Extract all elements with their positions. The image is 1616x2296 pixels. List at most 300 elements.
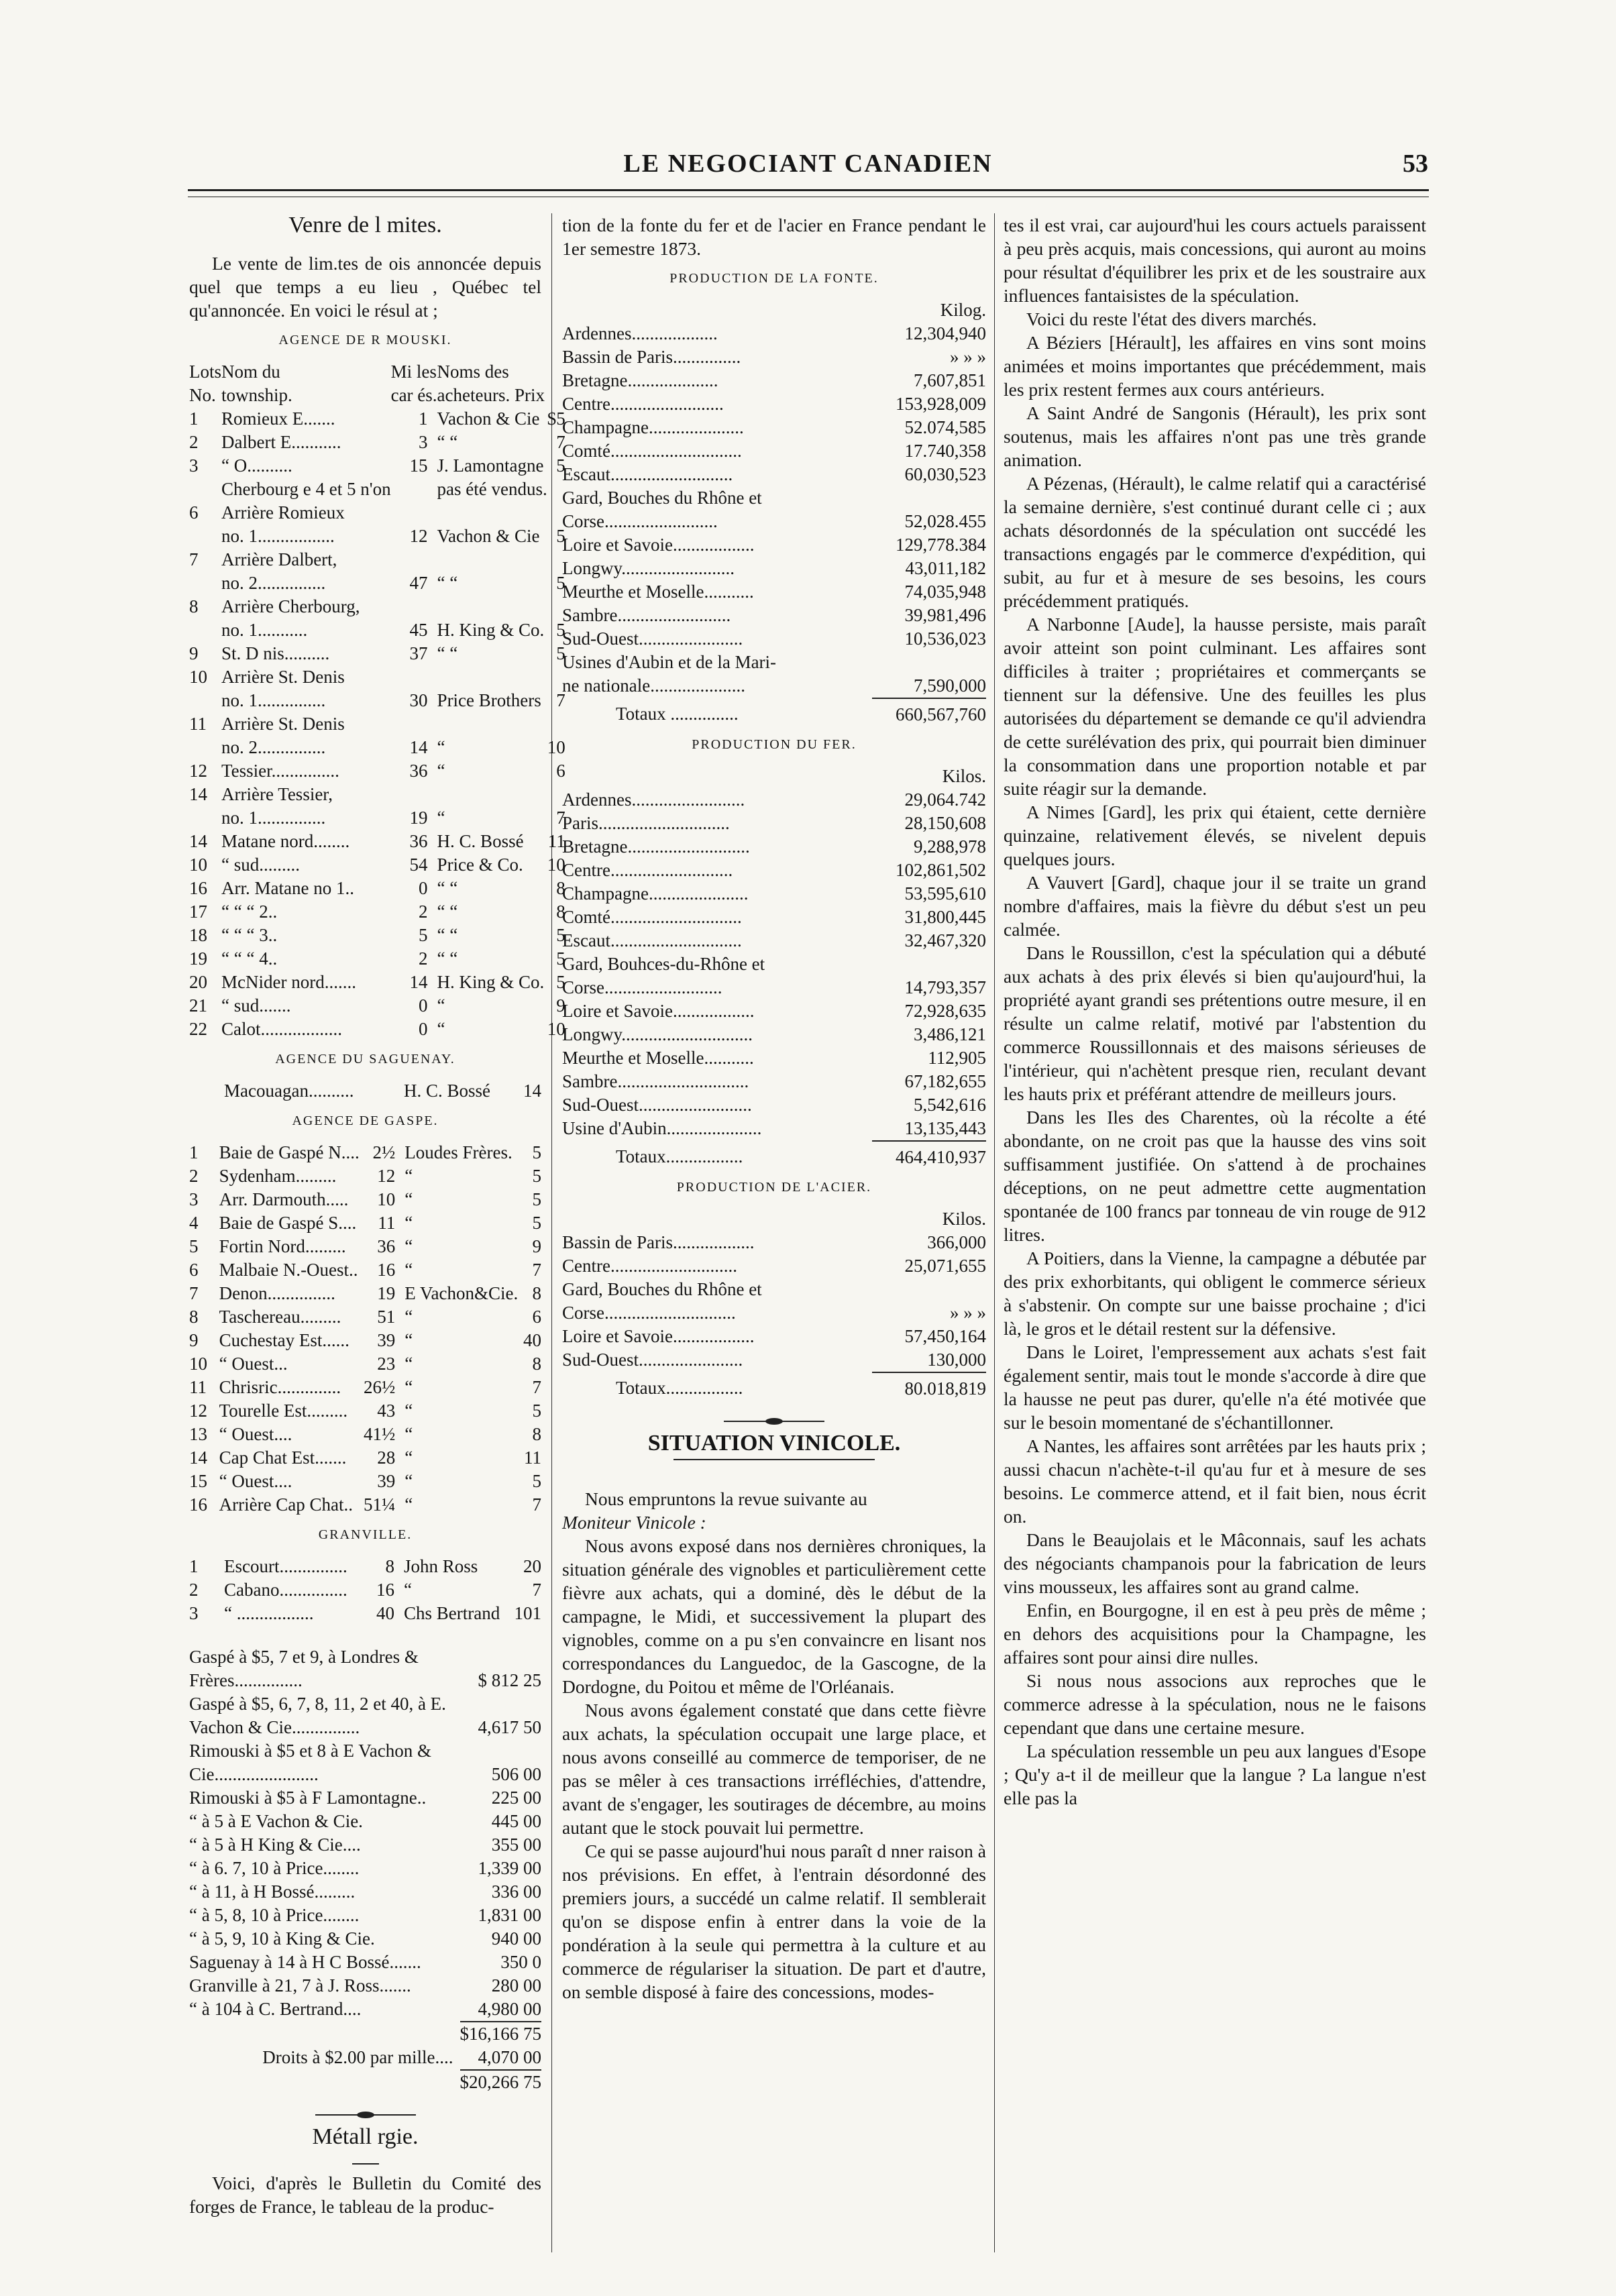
miles-value: 36 [377, 1236, 396, 1256]
miles-value: 8 [385, 1556, 394, 1576]
lot-number [189, 618, 221, 642]
table-row [189, 1645, 541, 1692]
table-row [189, 1235, 541, 1258]
price-value: 5 [556, 948, 565, 969]
lot-number: 16 [189, 878, 207, 898]
lot-number: 1 [189, 1556, 199, 1576]
miles-value: 15 [409, 455, 428, 476]
township-name: Baie de Gaspé N.... [219, 1142, 360, 1162]
lot-number: 8 [189, 596, 199, 616]
lot-number: 9 [189, 1330, 199, 1350]
table-row [189, 665, 565, 689]
header-rule [188, 189, 1429, 197]
lot-number: 21 [189, 995, 207, 1016]
miles-value: 2 [419, 948, 428, 969]
region-name: Sambre............................. [562, 1071, 749, 1091]
lot-number [189, 1079, 224, 1103]
region-name: Centre......................... [562, 394, 724, 414]
buyer-name [437, 548, 547, 571]
table-row [189, 1578, 541, 1602]
table-row [562, 1070, 986, 1093]
lot-number: 18 [189, 925, 207, 945]
buyer-name [437, 712, 547, 736]
total-value: 80.018,819 [872, 1372, 986, 1401]
price-value: 8 [556, 901, 565, 922]
buyer-name: “ [405, 1260, 413, 1280]
miles-value: 51 [377, 1307, 396, 1327]
price-value: 5 [556, 526, 565, 546]
table-row [189, 947, 565, 971]
lot-number: 13 [189, 1424, 207, 1444]
miles-value [370, 1079, 404, 1103]
production-value [872, 952, 986, 976]
region-name: Bassin de Paris.................. [562, 1232, 755, 1252]
total-row [562, 1141, 986, 1169]
township-name: “ “ “ 3.. [221, 925, 278, 945]
wine-market-paragraph: A Saint André de Sangonis (Hérault), les prix sont soutenus, mais les affaires n'ont pas une très grande animation. [1004, 402, 1426, 470]
article-title-vinicole: SITUATION VINICOLE. [647, 1431, 901, 1456]
buyer-name: E Vachon&Cie. [405, 1283, 519, 1303]
transaction-text: Gaspé à $5, 6, 7, 8, 11, 2 et 40, à E. Vachon & Cie............... [189, 1694, 446, 1737]
miles-value: 14 [409, 737, 428, 757]
price-value: 5 [556, 620, 565, 640]
table-row [189, 454, 565, 478]
table-row [562, 1117, 986, 1141]
table-row [562, 580, 986, 604]
transaction-text: “ à 5, 8, 10 à Price........ [189, 1905, 360, 1925]
droits-row [189, 2046, 541, 2070]
price-value: 10 [547, 737, 565, 757]
production-value: 14,793,357 [904, 977, 986, 997]
buyer-name: “ [405, 1166, 413, 1186]
miles-value: 12 [377, 1166, 396, 1186]
lot-number: 14 [189, 831, 207, 851]
production-value: 25,071,655 [904, 1256, 986, 1276]
lot-number: 4 [189, 1213, 199, 1233]
table-row [189, 1810, 541, 1833]
region-name: Corse............................. [562, 1303, 736, 1323]
buyer-name: “ “ [437, 925, 458, 945]
miles-value: 40 [376, 1603, 394, 1623]
wine-market-paragraph: Voici du reste l'état des divers marchés. [1026, 309, 1317, 329]
table-row [562, 1325, 986, 1348]
miles-value: 39 [377, 1330, 396, 1350]
buyer-name: “ “ [437, 901, 458, 922]
transaction-text: “ à 6. 7, 10 à Price........ [189, 1858, 360, 1878]
miles-value [391, 501, 437, 525]
wine-market-paragraph: La spéculation ressemble un peu aux langues d'Esope ; Qu'y a-t il de meilleur que la langue ? La langue n'est elle pas la [1004, 1741, 1426, 1808]
table-row [562, 345, 986, 369]
price-value: 8 [532, 1424, 541, 1444]
miles-value: 0 [419, 1019, 428, 1039]
township-name: Fortin Nord......... [219, 1236, 346, 1256]
total-row [562, 698, 986, 726]
article-intro: Le vente de lim.tes de ois annoncée depuis quel que temps a eu lieu , Québec tel qu'annoncée. En voici le résul at ; [189, 253, 541, 321]
lot-number: 3 [189, 1189, 199, 1209]
lot-number [189, 806, 221, 830]
table-row [189, 994, 565, 1018]
lot-number: 3 [189, 1603, 199, 1623]
township-name: Cabano............... [224, 1580, 347, 1600]
region-name: Centre........................... [562, 860, 733, 880]
table-row [562, 1278, 986, 1301]
buyer-name: “ [405, 1494, 413, 1515]
transaction-amount: 4,980 00 [478, 1999, 541, 2019]
lot-number: 12 [189, 761, 207, 781]
wine-market-paragraph: Dans les Iles des Charentes, où la récolte a été abondante, on ne croit pas que la hausse des vins soit suffisamment justifiée. On s'attend à de prochaines déceptions, on ne peut admettre cette augmentation spontanée de 100 francs par tonneau de vin rouge de 912 litres. [1004, 1107, 1426, 1245]
column-2 [562, 213, 986, 2273]
production-value: 7,607,851 [914, 370, 986, 390]
section-heading-gaspe: AGENCE DE GASPE. [292, 1113, 439, 1128]
wine-source: Moniteur Vinicole : [562, 1512, 706, 1533]
section-separator [315, 2114, 416, 2116]
lot-number: 6 [189, 1260, 199, 1280]
miles-value [391, 783, 437, 806]
lots-table-gaspe [189, 1141, 541, 1517]
buyer-name: H. C. Bossé [404, 1081, 491, 1101]
table-row [189, 689, 565, 712]
table-row [562, 976, 986, 999]
table-row [562, 1301, 986, 1325]
table-row [562, 1093, 986, 1117]
buyer-name: pas été vendus. [437, 479, 547, 499]
township-name: no. 1........... [221, 620, 308, 640]
buyer-name: “ [405, 1236, 413, 1256]
table-row [189, 759, 565, 783]
price-value: 5 [556, 455, 565, 476]
production-value: 57,450,164 [904, 1326, 986, 1346]
transaction-amount: 280 00 [491, 1975, 541, 1996]
table-row [189, 618, 565, 642]
buyer-name: “ [404, 1580, 412, 1600]
journal-title: LE NEGOCIANT CANADIEN [623, 150, 993, 178]
region-name: Bretagne........................... [562, 836, 750, 857]
transaction-amount: 225 00 [491, 1788, 541, 1808]
region-name: Bassin de Paris............... [562, 347, 741, 367]
price-value: 5 [532, 1166, 541, 1186]
table-row [189, 1739, 541, 1786]
production-value: 102,861,502 [896, 860, 986, 880]
wine-paragraph: Nous avons également constaté que dans cette fièvre aux achats, la spéculation occupait une large place, et nous avons conseillé au commerce de temporiser, de ne pas se mêler à ces transactions irréfléchies, d'attendre, avant de s'engager, les soutirages de décembre, au moins autant que le stock pouvait lui permettre. [562, 1700, 986, 1838]
table-row [189, 1602, 541, 1625]
buyer-name: “ “ [437, 643, 458, 663]
production-value [872, 651, 986, 674]
transaction-text: Granville à 21, 7 à J. Ross....... [189, 1975, 411, 1996]
lot-number: 2 [189, 432, 199, 452]
region-name: Loire et Savoie.................. [562, 1001, 755, 1021]
price-value: 9 [556, 995, 565, 1016]
production-value [872, 1278, 986, 1301]
table-row [189, 1079, 541, 1103]
title-rule [674, 1459, 875, 1460]
price-value: 6 [532, 1307, 541, 1327]
township-name: “ “ “ 4.. [221, 948, 278, 969]
buyer-name: “ [405, 1401, 413, 1421]
township-name: Arr. Matane no 1.. [221, 878, 354, 898]
production-table-fer [562, 765, 986, 1169]
production-value: 31,800,445 [904, 907, 986, 927]
wine-market-paragraph: A Nantes, les affaires sont arrêtées par les hauts prix ; aussi chacun n'achète-t-il qu'au fur et à mesure de ses besoins. Le commerce attend, et il fait bien, nous écrit on. [1004, 1435, 1426, 1527]
price-value: 8 [556, 878, 565, 898]
price-value: $5 [547, 408, 565, 429]
table-row [562, 486, 986, 510]
production-value: 17.740,358 [904, 441, 986, 461]
table-row [562, 510, 986, 533]
region-name: Longwy............................. [562, 1024, 753, 1044]
lot-number [189, 736, 221, 759]
region-name: ne nationale..................... [562, 675, 745, 696]
township-name: Cuchestay Est...... [219, 1330, 349, 1350]
buyer-name: “ “ [437, 432, 458, 452]
transaction-amount: 355 00 [491, 1835, 541, 1855]
table-row [189, 1211, 541, 1235]
production-value: 53,595,610 [904, 883, 986, 904]
production-value: 39,981,496 [904, 605, 986, 625]
table-row [562, 859, 986, 882]
lot-number: 12 [189, 1401, 207, 1421]
miles-value [391, 478, 437, 501]
production-value: 130,000 [927, 1350, 986, 1370]
running-head [0, 149, 1616, 182]
township-name: Romieux E....... [221, 408, 335, 429]
production-value: 12,304,940 [904, 323, 986, 343]
region-name: Usine d'Aubin..................... [562, 1118, 762, 1138]
table-row [562, 999, 986, 1023]
buyer-name: “ [405, 1213, 413, 1233]
production-value: 10,536,023 [904, 628, 986, 649]
township-name: Taschereau......... [219, 1307, 341, 1327]
region-name: Bretagne.................... [562, 370, 718, 390]
table-row [562, 1254, 986, 1278]
table-header-row: Lots Nom du Mi les Noms des [189, 362, 509, 382]
lots-table-granville [189, 1555, 541, 1625]
lot-number: 6 [189, 502, 199, 523]
production-value: 112,905 [928, 1048, 986, 1068]
miles-value [391, 595, 437, 618]
township-name: Baie de Gaspé S.... [219, 1213, 357, 1233]
table-row [562, 627, 986, 651]
section-heading-rimouski: AGENCE DE R MOUSKI. [278, 333, 452, 347]
buyer-name [437, 595, 547, 618]
column-1 [189, 213, 565, 2273]
wine-market-paragraph: A Vauvert [Gard], chaque jour il se traite un grand nombre d'affaires, mais la fièvre du début s'est un peu calmée. [1004, 872, 1426, 940]
table-row [562, 439, 986, 463]
buyer-name: “ “ [437, 573, 458, 593]
township-name: Arrière Tessier, [221, 784, 333, 804]
township-name: St. D nis.......... [221, 643, 330, 663]
miles-value: 5 [419, 925, 428, 945]
column-divider [994, 213, 995, 2252]
lot-number [189, 571, 221, 595]
table-header-row: No. township. car és. acheteurs. Prix [189, 385, 545, 405]
miles-value: 3 [419, 432, 428, 452]
buyer-name: “ [405, 1424, 413, 1444]
region-name: Loire et Savoie.................. [562, 535, 755, 555]
buyer-name: H. King & Co. [437, 620, 545, 640]
section-heading-saguenay: AGENCE DU SAGUENAY. [275, 1052, 455, 1067]
continued-text: tion de la fonte du fer et de l'acier en France pendant le 1er semestre 1873. [562, 215, 986, 259]
miles-value: 39 [377, 1471, 396, 1491]
table-row [189, 971, 565, 994]
buyer-name: “ [405, 1377, 413, 1397]
table-row [189, 853, 565, 877]
lot-number: 2 [189, 1166, 199, 1186]
table-row [562, 322, 986, 345]
table-row [562, 533, 986, 557]
buyer-name: “ [405, 1447, 413, 1468]
lot-number: 14 [189, 784, 207, 804]
transaction-text: “ à 5 à E Vachon & Cie. [189, 1811, 363, 1831]
subtotal-row [189, 2022, 541, 2046]
buyer-name: “ [437, 737, 445, 757]
production-value: 67,182,655 [904, 1071, 986, 1091]
buyer-name: H. C. Bossé [437, 831, 524, 851]
wine-market-paragraph: Dans le Loiret, l'empressement aux achats s'est fait également sentir, mais tout le monde s'accorde à dire que la hausse ne peut pas durer, qu'elle n'a été motivée que sur le besoin momentané de s'échantillonner. [1004, 1342, 1426, 1433]
table-row [562, 882, 986, 906]
lot-number: 20 [189, 972, 207, 992]
transaction-amount: 506 00 [491, 1764, 541, 1784]
droits-label: Droits à $2.00 par mille.... [262, 2047, 453, 2067]
wine-market-paragraph: Si nous nous associons aux reproches que le commerce adresse à la spéculation, nous ne le faisons cependant que dans une certaine mesure. [1004, 1670, 1426, 1738]
price-value: 5 [556, 643, 565, 663]
table-row [189, 1399, 541, 1423]
buyer-name: “ [437, 761, 445, 781]
price-value: 101 [514, 1603, 541, 1623]
lot-number: 5 [189, 1236, 199, 1256]
lot-number: 16 [189, 1494, 207, 1515]
grand-total-row [189, 2070, 541, 2094]
table-row [562, 812, 986, 835]
production-value: 13,135,443 [904, 1118, 986, 1138]
township-name: Sydenham......... [219, 1166, 337, 1186]
township-name: Arrière St. Denis [221, 667, 345, 687]
transaction-amount: 1,339 00 [478, 1858, 541, 1878]
lot-number: 8 [189, 1307, 199, 1327]
township-name: Macouagan.......... [224, 1081, 354, 1101]
wine-market-paragraph: A Béziers [Hérault], les affaires en vins sont moins animées et moins importantes que précédemment, mais les prix restent fermes aux cours antérieurs. [1004, 332, 1426, 400]
table-row [189, 1282, 541, 1305]
production-value: 52.074,585 [904, 417, 986, 437]
region-name: Gard, Bouches du Rhône et [562, 488, 762, 508]
township-name: Denon............... [219, 1283, 335, 1303]
buyer-name: “ [437, 1019, 445, 1039]
total-label: Totaux................. [616, 1378, 743, 1398]
table-row [189, 830, 565, 853]
table-row [562, 416, 986, 439]
lot-number: 9 [189, 643, 199, 663]
buyer-name: “ [405, 1189, 413, 1209]
miles-value: 19 [377, 1283, 396, 1303]
township-name: Arrière Cap Chat.. [219, 1494, 354, 1515]
production-value: 9,288,978 [914, 836, 986, 857]
production-value [872, 486, 986, 510]
price-value: 20 [523, 1556, 541, 1576]
region-name: Sud-Ouest......................... [562, 1095, 752, 1115]
township-name: Arrière Dalbert, [221, 549, 337, 569]
buyer-name: Chs Bertrand [404, 1603, 500, 1623]
township-name: Dalbert E........... [221, 432, 341, 452]
transaction-amount: 940 00 [491, 1928, 541, 1949]
miles-value [391, 548, 437, 571]
table-row [189, 1305, 541, 1329]
table-row [189, 1951, 541, 1974]
region-name: Corse.......................... [562, 977, 722, 997]
transaction-text: “ à 5 à H King & Cie.... [189, 1835, 361, 1855]
lot-number: 10 [189, 855, 207, 875]
miles-value [391, 665, 437, 689]
wine-market-paragraph: A Narbonne [Aude], la hausse persiste, mais paraît avoir atteint son point culminant. Les affaires sont difficiles à traiter ; propriétaires et commerçants se tiennent sur la défensive. Une des feuilles les plus autorisées du département se demande ce qu'il adviendra de cette surélévation des prix, qui pourrait bien diminuer la consommation dans une proportion notable et par suite réagir sur la demande. [1004, 614, 1426, 799]
table-row [189, 478, 565, 501]
table-row [189, 1376, 541, 1399]
region-name: Sud-Ouest....................... [562, 628, 743, 649]
transaction-text: “ à 11, à H Bossé......... [189, 1881, 356, 1902]
buyer-name: “ “ [437, 878, 458, 898]
miles-value: 16 [376, 1580, 394, 1600]
price-value: 10 [547, 1019, 565, 1039]
transaction-text: “ à 104 à C. Bertrand.... [189, 1999, 362, 2019]
miles-value: 19 [409, 808, 428, 828]
transaction-amount: 1,831 00 [478, 1905, 541, 1925]
transaction-text: “ à 5, 9, 10 à King & Cie. [189, 1928, 375, 1949]
table-row [562, 1348, 986, 1372]
table-row [562, 1231, 986, 1254]
table-row [189, 525, 565, 548]
lot-number [189, 689, 221, 712]
table-row [189, 712, 565, 736]
page-number: 53 [1403, 150, 1428, 178]
production-value: » » » [950, 1303, 986, 1323]
miles-value: 28 [377, 1447, 396, 1468]
price-value: 9 [532, 1236, 541, 1256]
price-value: 6 [556, 761, 565, 781]
table-row [562, 906, 986, 929]
table-row [562, 929, 986, 952]
township-name: “ Ouest.... [219, 1424, 292, 1444]
price-value: 7 [532, 1580, 541, 1600]
table-row [189, 783, 565, 806]
price-value: 5 [532, 1189, 541, 1209]
township-name: no. 2............... [221, 737, 326, 757]
township-name: no. 1................. [221, 526, 335, 546]
buyer-name: “ [405, 1307, 413, 1327]
table-row [189, 924, 565, 947]
transaction-text: Rimouski à $5 à F Lamontagne.. [189, 1788, 427, 1808]
township-name: “ “ “ 2.. [221, 901, 278, 922]
transaction-amount: 336 00 [491, 1881, 541, 1902]
total-row [562, 1372, 986, 1401]
region-name: Gard, Bouhces-du-Rhône et [562, 954, 765, 974]
price-value: 7 [556, 690, 565, 710]
buyer-name: “ [437, 808, 445, 828]
table-row [189, 1927, 541, 1951]
unit-label: Kilos. [942, 1209, 986, 1229]
table-row [189, 548, 565, 571]
region-name: Ardennes......................... [562, 789, 745, 810]
buyer-name: “ [405, 1354, 413, 1374]
region-name: Corse......................... [562, 511, 718, 531]
table-row [562, 369, 986, 392]
buyer-name [437, 501, 547, 525]
township-name: McNider nord....... [221, 972, 356, 992]
droits-amount: 4,070 00 [478, 2047, 541, 2067]
wine-market-paragraph: A Nimes [Gard], les prix qui étaient, cette dernière quinzaine, relativement élevés, se nivelent depuis quelques jours. [1004, 802, 1426, 869]
lot-number: 1 [189, 408, 199, 429]
region-name: Ardennes................... [562, 323, 718, 343]
price-value: 7 [556, 808, 565, 828]
buyer-name: John Ross [404, 1556, 478, 1576]
wine-intro: Nous empruntons la revue suivante au [585, 1488, 867, 1509]
price-value: 8 [532, 1283, 541, 1303]
